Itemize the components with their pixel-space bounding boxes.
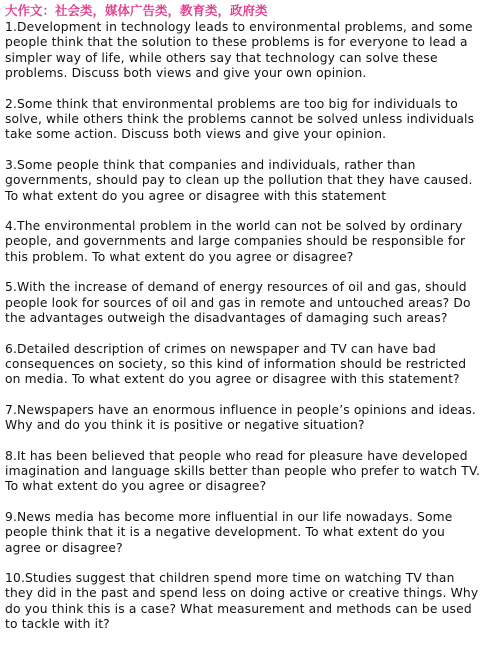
essay-question-3: 3.Some people think that companies and individuals, rather than governments, should pay to clean up the pollution that they have caused. To what extent do you agree or disagree with this statement <box>5 157 473 203</box>
essay-question-7: 7.Newspapers have an enormous influence in people’s opinions and ideas. Why and do you think it is positive or negative situation? <box>5 402 476 433</box>
essay-question-4: 4.The environmental problem in the world can not be solved by ordinary people, and governments and large companies should be responsible for this problem. To what extent do you agree or disagree? <box>5 219 466 264</box>
essay-category-heading: 大作文：社会类，媒体广告类，教育类，政府类 <box>5 3 268 18</box>
essay-question-10: 10.Studies suggest that children spend more time on watching TV than they did in the past and spend less on doing active or creative things. Why do you think this is a case? What measurement and methods can be used to tackle with it? <box>5 570 479 632</box>
essay-question-1: 1.Development in technology leads to environmental problems, and some people think that the solution to these problems is for everyone to lead a simpler way of life, while others say that technology can solve these problems. Discuss both views and give your own opinion. <box>5 20 473 81</box>
essay-question-6: 6.Detailed description of crimes on newspaper and TV can have bad consequences on society, so this kind of information should be restricted on media. To what extent do you agree or disagree with this statement? <box>5 341 467 387</box>
essay-question-5: 5.With the increase of demand of energy resources of oil and gas, should people look for sources of oil and gas in remote and untouched areas? Do the advantages outweigh the disadvantages of damaging such areas? <box>5 280 471 326</box>
essay-question-9: 9.News media has become more influential in our life nowadays. Some people think that it is a negative development. To what extent do you agree or disagree? <box>5 509 453 555</box>
essay-question-2: 2.Some think that environmental problems are too big for individuals to solve, while others think the problems cannot be solved unless individuals take some action. Discuss both views and give your opinion. <box>5 96 475 142</box>
essay-question-8: 8.It has been believed that people who read for pleasure have developed imagination and language skills better than people who prefer to watch TV. To what extent do you agree or disagree? <box>5 448 481 494</box>
